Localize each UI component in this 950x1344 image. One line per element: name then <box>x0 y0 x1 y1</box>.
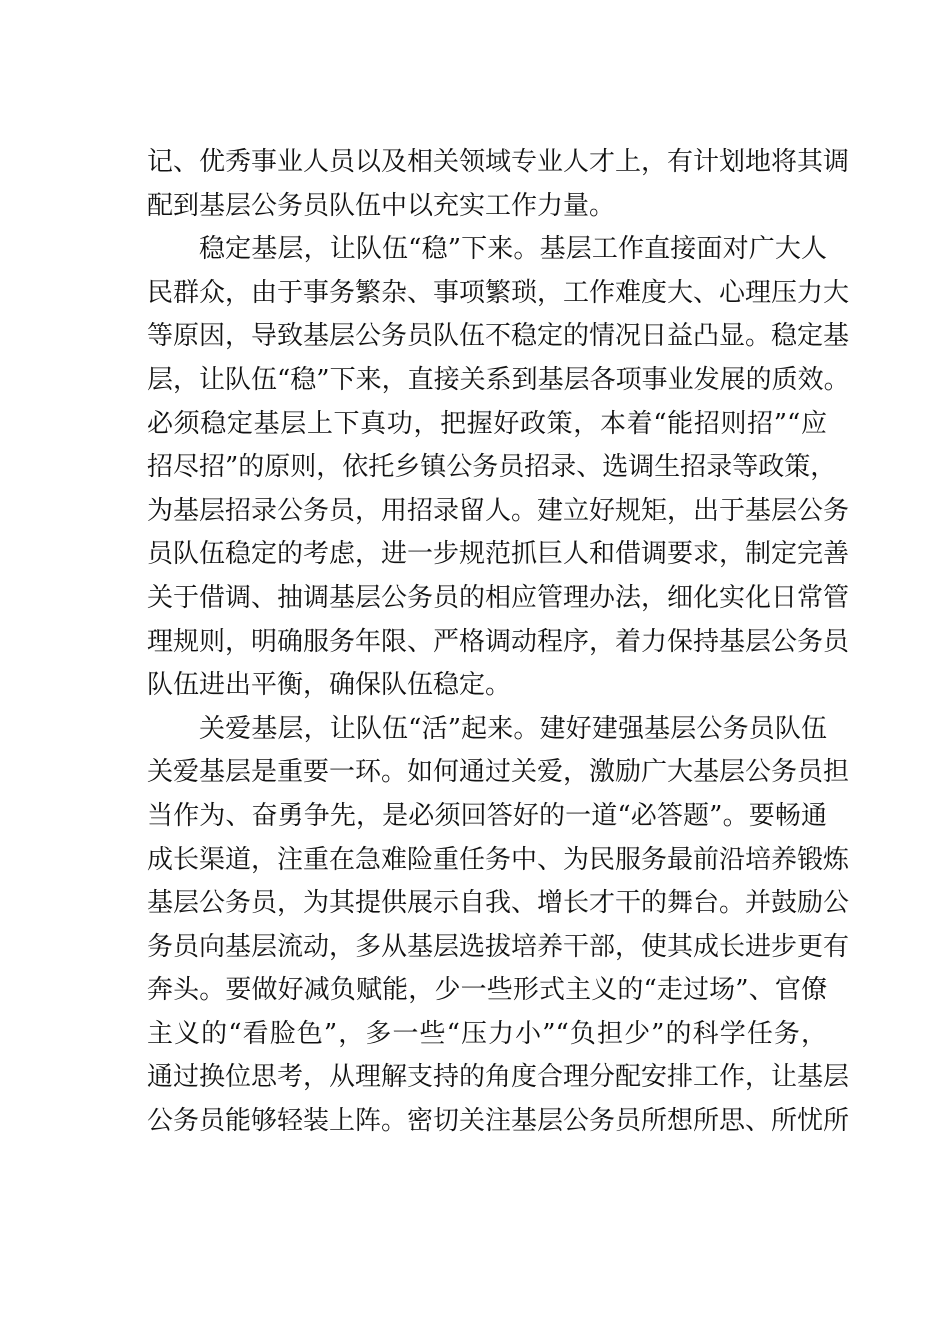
text-line: 等原因，导致基层公务员队伍不稳定的情况日益凸显。稳定基 <box>147 321 850 352</box>
text-line: 基层公务员，为其提供展示自我、增长才干的舞台。并鼓励公 <box>147 888 850 919</box>
text-line: 稳定基层，让队伍“稳”下来。基层工作直接面对广大人 <box>199 234 827 265</box>
text-line: 员队伍稳定的考虑，进一步规范抓巨人和借调要求，制定完善 <box>147 539 850 570</box>
text-line: 队伍进出平衡，确保队伍稳定。 <box>147 670 512 701</box>
text-line: 必须稳定基层上下真功，把握好政策，本着“能招则招”“应 <box>147 408 827 439</box>
text-line: 成长渠道，注重在急难险重任务中、为民服务最前沿培养锻炼 <box>147 844 850 875</box>
text-line: 理规则，明确服务年限、严格调动程序，着力保持基层公务员 <box>147 626 850 657</box>
text-line: 当作为、奋勇争先，是必须回答好的一道“必答题”。要畅通 <box>147 800 827 831</box>
text-line: 记、优秀事业人员以及相关领域专业人才上，有计划地将其调 <box>147 147 850 177</box>
text-line: 务员向基层流动，多从基层选拔培养干部，使其成长进步更有 <box>147 931 850 962</box>
text-line: 配到基层公务员队伍中以充实工作力量。 <box>147 190 616 221</box>
text-line: 关于借调、抽调基层公务员的相应管理办法，细化实化日常管 <box>147 582 850 613</box>
text-line: 民群众，由于事务繁杂、事项繁琐，工作难度大、心理压力大 <box>147 277 850 308</box>
text-line: 奔头。要做好减负赋能，少一些形式主义的“走过场”、官僚 <box>147 975 827 1006</box>
text-line: 为基层招录公务员，用招录留人。建立好规矩，出于基层公务 <box>147 495 850 526</box>
text-line: 关爱基层是重要一环。如何通过关爱，激励广大基层公务员担 <box>147 757 850 788</box>
text-line: 层，让队伍“稳”下来，直接关系到基层各项事业发展的质效。 <box>147 364 850 395</box>
text-line: 公务员能够轻装上阵。密切关注基层公务员所想所思、所忧所 <box>147 1106 850 1137</box>
body-text <box>147 141 850 1144</box>
text-line: 通过换位思考，从理解支持的角度合理分配安排工作，让基层 <box>147 1062 850 1093</box>
text-line: 关爱基层，让队伍“活”起来。建好建强基层公务员队伍 <box>199 713 827 744</box>
text-line: 招尽招”的原则，依托乡镇公务员招录、选调生招录等政策， <box>147 452 837 483</box>
text-line: 主义的“看脸色”，多一些“压力小”“负担少”的科学任务， <box>147 1018 827 1049</box>
